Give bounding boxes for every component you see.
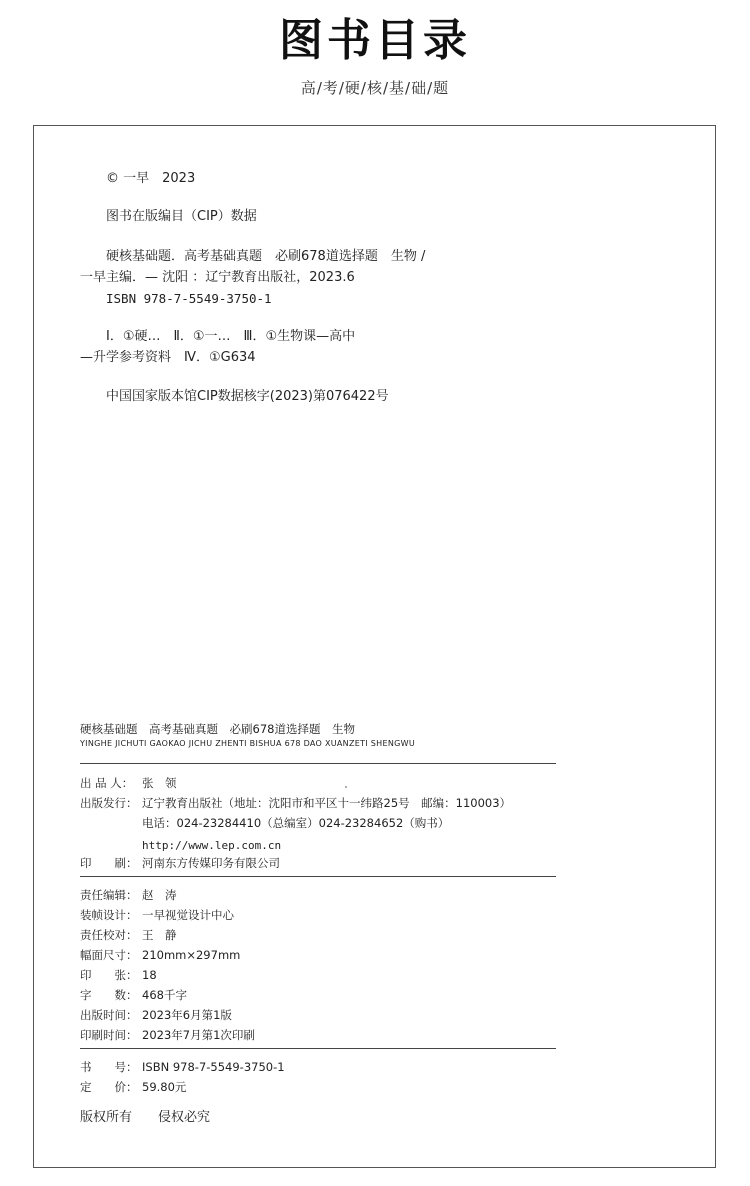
printer-value: 河南东方传媒印务有限公司 — [142, 856, 280, 870]
staff-value: 赵 涛 — [142, 888, 177, 902]
staff-row — [80, 928, 177, 943]
staff-row — [80, 988, 187, 1003]
divider-1 — [80, 763, 556, 764]
issuer-label: 出版发行： — [80, 796, 138, 810]
staff-label: 幅面尺寸： — [80, 948, 138, 962]
staff-value: 王 静 — [142, 928, 177, 942]
staff-value: 2023年7月第1次印刷 — [142, 1028, 255, 1042]
cip-record-number: 中国国家版本馆CIP数据核字(2023)第076422号 — [106, 389, 389, 404]
speck — [345, 786, 347, 788]
cip-heading: 图书在版编目（CIP）数据 — [106, 209, 257, 224]
publisher-value: 张 领 — [142, 776, 177, 790]
cip-isbn: ISBN 978-7-5549-3750-1 — [106, 291, 272, 306]
staff-row — [80, 948, 240, 963]
publisher-row — [80, 776, 177, 791]
cip-editor-line: 一早主编．— 沈阳 ：辽宁教育出版社，2023.6 — [80, 270, 355, 285]
staff-row — [80, 1008, 232, 1023]
staff-value: 一早视觉设计中心 — [142, 908, 234, 922]
copyright-line: © 一早 2023 — [106, 171, 196, 186]
staff-row — [80, 1028, 255, 1043]
isbn-label: 书 号： — [80, 1060, 138, 1074]
staff-value: 2023年6月第1版 — [142, 1008, 232, 1022]
price-row — [80, 1080, 186, 1095]
staff-row — [80, 908, 234, 923]
staff-label: 责任编辑： — [80, 888, 138, 902]
staff-row — [80, 968, 157, 983]
cip-classification-2: —升学参考资料 Ⅳ．①G634 — [80, 350, 256, 365]
issuer-row — [80, 796, 511, 811]
isbn-value: ISBN 978-7-5549-3750-1 — [142, 1060, 285, 1074]
publisher-label: 出 品 人： — [80, 776, 134, 790]
staff-row — [80, 888, 177, 903]
divider-2 — [80, 876, 556, 877]
cip-title-line: 硬核基础题．高考基础真题 必刷678道选择题 生物 / — [106, 249, 426, 264]
cip-classification-1: Ⅰ．①硬… Ⅱ．①一… Ⅲ．①生物课—高中 — [106, 329, 356, 344]
staff-value: 18 — [142, 968, 157, 982]
staff-label: 装帧设计： — [80, 908, 138, 922]
staff-label: 印刷时间： — [80, 1028, 138, 1042]
staff-label: 责任校对： — [80, 928, 138, 942]
book-title: 硬核基础题 高考基础真题 必刷678道选择题 生物 — [80, 722, 355, 736]
book-title-pinyin: YINGHE JICHUTI GAOKAO JICHU ZHENTI BISHUA 678 DAO XUANZETI SHENGWU — [80, 739, 415, 748]
price-value: 59.80元 — [142, 1080, 187, 1094]
issuer-value: 辽宁教育出版社（地址：沈阳市和平区十一纬路25号 邮编：110003） — [142, 796, 512, 810]
rights-notice: 版权所有 侵权必究 — [80, 1110, 211, 1125]
printer-row — [80, 856, 280, 871]
price-label: 定 价： — [80, 1080, 138, 1094]
staff-label: 出版时间： — [80, 1008, 138, 1022]
divider-3 — [80, 1048, 556, 1049]
staff-value: 210mm×297mm — [142, 948, 241, 962]
printer-label: 印 刷： — [80, 856, 138, 870]
staff-label: 字 数： — [80, 988, 138, 1002]
sub-title: 高/考/硬/核/基/础/题 — [300, 79, 450, 97]
isbn-row — [80, 1060, 285, 1075]
website-link[interactable]: http://www.lep.com.cn — [142, 839, 282, 852]
staff-label: 印 张： — [80, 968, 138, 982]
main-title: 图书目录 — [279, 15, 471, 66]
staff-value: 468千字 — [142, 988, 187, 1002]
copyright-page — [33, 125, 716, 1168]
phone-line: 电话：024-23284410（总编室）024-23284652（购书） — [142, 816, 450, 830]
